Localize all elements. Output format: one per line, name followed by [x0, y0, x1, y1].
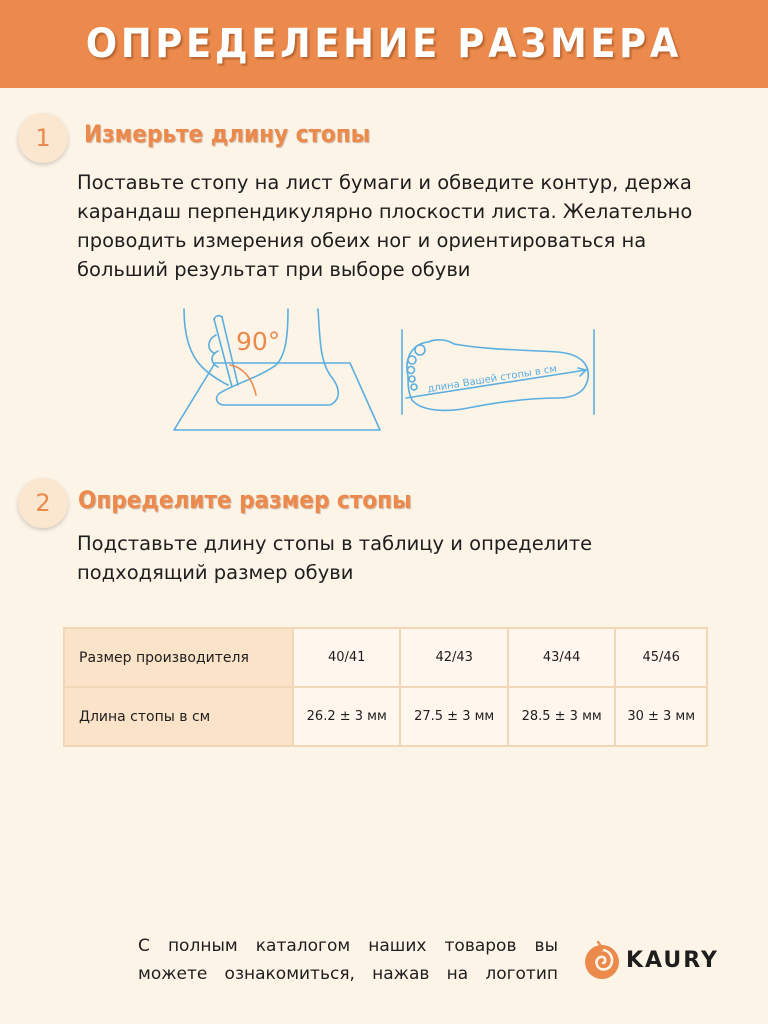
table-cell: 40/41	[293, 628, 400, 687]
foot-measuring-illustration	[170, 305, 385, 435]
step-1-line: Поставьте стопу на лист бумаги и обведите контур, держа	[77, 171, 692, 194]
step-2-line: Подставьте длину стопы в таблицу и определите	[77, 532, 593, 555]
table-cell: 26.2 ± 3 мм	[293, 687, 400, 746]
table-cell: 30 ± 3 мм	[615, 687, 707, 746]
table-cell: 45/46	[615, 628, 707, 687]
foot-length-label: длина Вашей стопы в см	[426, 363, 558, 395]
table-row	[64, 687, 707, 746]
step-1-description	[77, 168, 692, 284]
catalog-note-line: С полным каталогом наших товаров вы	[138, 936, 558, 956]
table-cell: 27.5 ± 3 мм	[400, 687, 507, 746]
row-header: Длина стопы в см	[64, 687, 293, 746]
table-cell: 28.5 ± 3 мм	[508, 687, 615, 746]
step-1-line: проводить измерения обеих ног и ориентироваться на	[77, 229, 647, 252]
header-banner	[0, 0, 768, 88]
step-2-badge	[18, 478, 68, 528]
catalog-note	[138, 932, 558, 988]
row-header: Размер производителя	[64, 628, 293, 687]
step-1-badge	[18, 113, 68, 163]
step-2-title: Определите размер стопы	[78, 486, 412, 514]
logo-text: KAURY	[626, 947, 719, 973]
step-1-line: карандаш перпендикулярно плоскости листа. Желательно	[77, 200, 693, 223]
table-cell: 42/43	[400, 628, 507, 687]
table-row	[64, 628, 707, 687]
foot-outline-illustration	[398, 328, 598, 416]
step-1-number: 1	[35, 124, 51, 152]
catalog-note-line: можете ознакомиться, нажав на логотип	[138, 964, 558, 984]
page-title: ОПРЕДЕЛЕНИЕ РАЗМЕРА	[85, 21, 683, 67]
angle-label: 90°	[236, 327, 281, 356]
size-table	[63, 627, 708, 747]
step-2-number: 2	[35, 489, 51, 517]
paper-sheet	[174, 363, 380, 430]
step-1-line: больший результат при выборе обуви	[77, 258, 471, 281]
step-1-title: Измерьте длину стопы	[84, 120, 371, 148]
table-cell: 43/44	[508, 628, 615, 687]
snail-logo-icon	[584, 938, 620, 982]
step-2-description	[77, 529, 592, 587]
step-2-line: подходящий размер обуви	[77, 561, 354, 584]
kaury-logo-link[interactable]	[584, 938, 719, 982]
